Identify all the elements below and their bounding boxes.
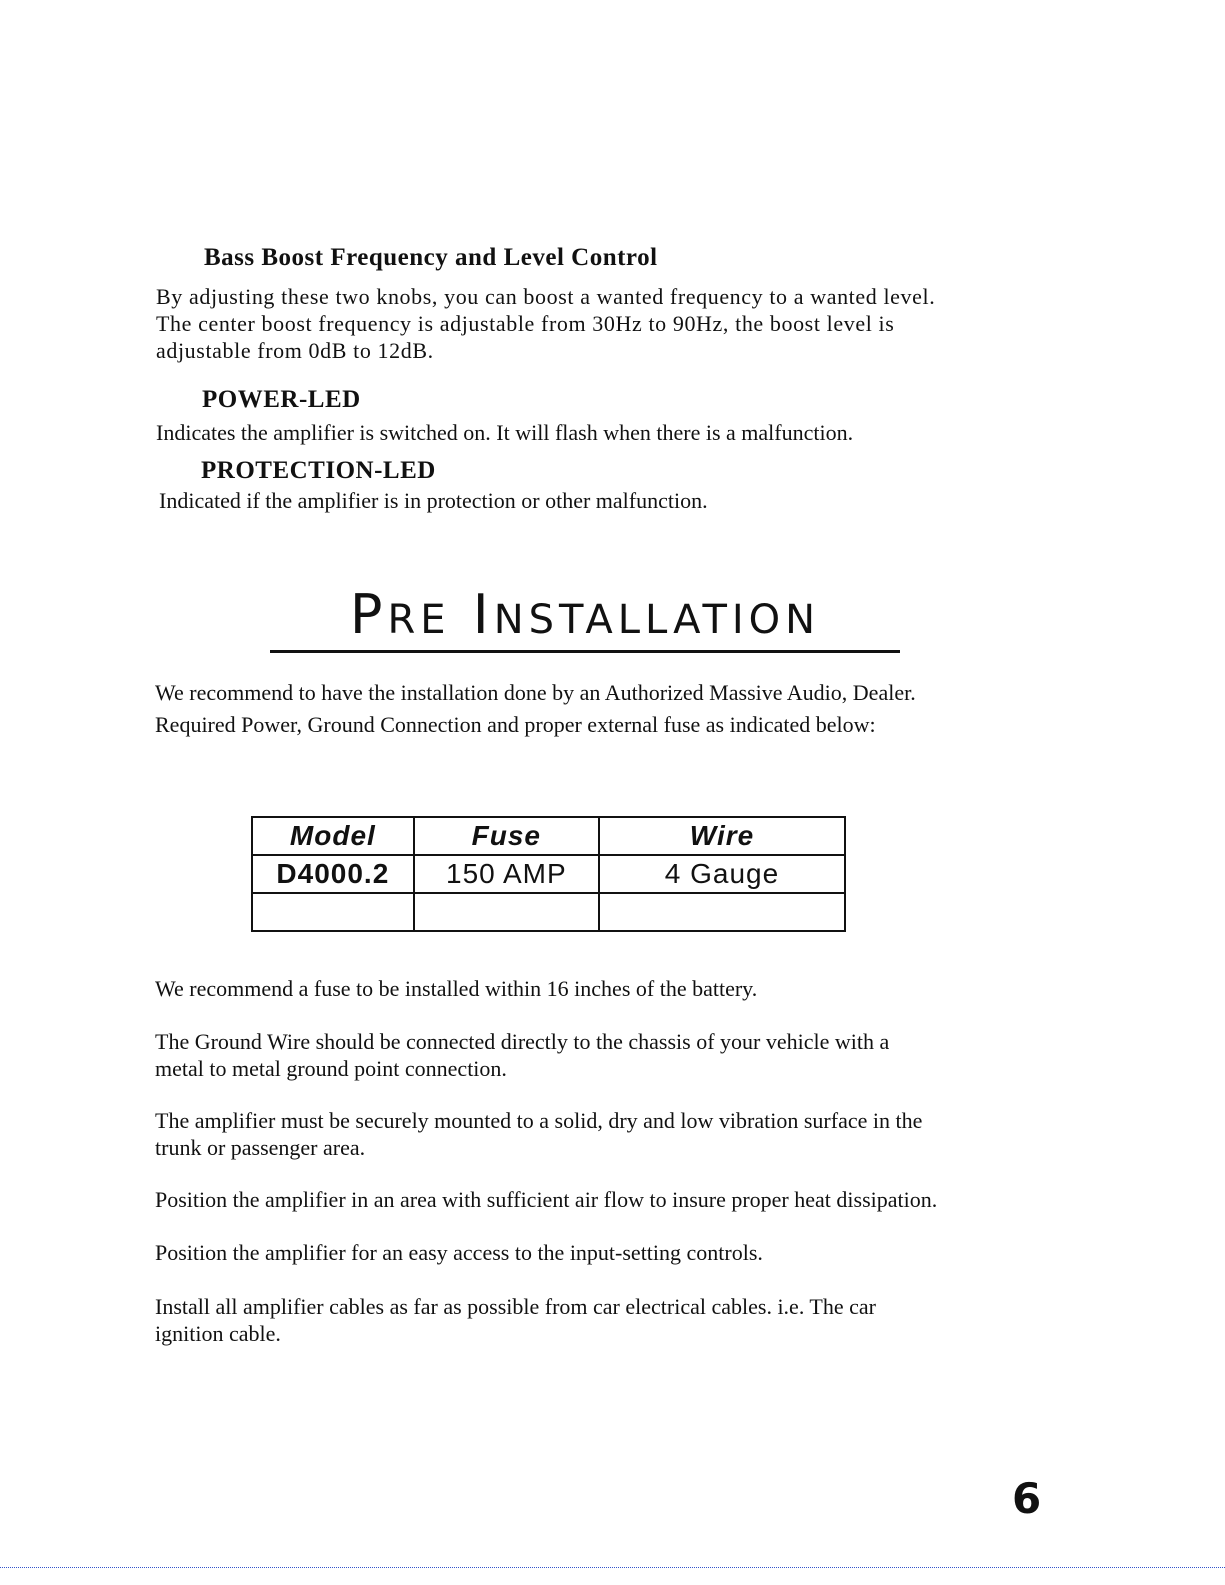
title-rest: RE: [387, 597, 451, 643]
table-header-row: [252, 817, 845, 855]
text-line: We recommend to have the installation done by an Authorized Massive Audio, Dealer.: [155, 680, 916, 705]
text-line: ignition cable.: [155, 1321, 281, 1346]
text-line: metal to metal ground point connection.: [155, 1056, 507, 1081]
fuse-cell: [414, 893, 599, 931]
column-header-wire: Wire: [599, 817, 845, 855]
column-header-model: Model: [252, 817, 414, 855]
page-number: 6: [1012, 1474, 1042, 1523]
title-initial: I: [472, 583, 494, 646]
recommendation-item: [155, 1028, 889, 1082]
intro-text: [155, 677, 916, 741]
recommendation-item: [155, 975, 757, 1002]
text-line: adjustable from 0dB to 12dB.: [156, 338, 434, 363]
column-header-fuse: Fuse: [414, 817, 599, 855]
model-cell: [252, 893, 414, 931]
text-line: Position the amplifier in an area with sufficient air flow to insure proper heat dissipation.: [155, 1187, 938, 1212]
model-cell: D4000.2: [252, 855, 414, 893]
title-initial: P: [349, 583, 388, 646]
power-led-text: Indicates the amplifier is switched on. It will flash when there is a malfunction.: [156, 420, 854, 445]
text-line: trunk or passenger area.: [155, 1135, 366, 1160]
fuse-cell: 150 AMP: [414, 855, 599, 893]
protection-led-heading: PROTECTION-LED: [201, 457, 436, 484]
text-line: Required Power, Ground Connection and proper external fuse as indicated below:: [155, 712, 876, 737]
fuse-wire-table: [251, 816, 846, 932]
protection-led-text: Indicated if the amplifier is in protection or other malfunction.: [159, 488, 708, 513]
bass-boost-description: [156, 283, 935, 364]
bass-boost-heading: Bass Boost Frequency and Level Control: [204, 244, 658, 271]
text-line: The center boost frequency is adjustable from 30Hz to 90Hz, the boost level is: [156, 311, 895, 336]
text-line: The Ground Wire should be connected directly to the chassis of your vehicle with a: [155, 1029, 890, 1054]
recommendation-item: [155, 1239, 763, 1266]
wire-cell: 4 Gauge: [599, 855, 845, 893]
text-line: By adjusting these two knobs, you can boost a wanted frequency to a wanted level.: [156, 284, 936, 309]
text-line: We recommend a fuse to be installed within 16 inches of the battery.: [155, 976, 758, 1001]
text-line: Position the amplifier for an easy access to the input-setting controls.: [155, 1240, 763, 1265]
recommendation-item: [155, 1293, 876, 1347]
text-line: Install all amplifier cables as far as possible from car electrical cables. i.e. The car: [155, 1294, 876, 1319]
text-line: The amplifier must be securely mounted to a solid, dry and low vibration surface in the: [155, 1108, 923, 1133]
recommendation-item: [155, 1107, 922, 1161]
table-row: [252, 893, 845, 931]
table-row: [252, 855, 845, 893]
power-led-heading: POWER-LED: [202, 386, 361, 413]
recommendation-item: [155, 1186, 937, 1213]
title-rest: NSTALLATION: [493, 597, 821, 643]
wire-cell: [599, 893, 845, 931]
footer-divider: [0, 1567, 1225, 1568]
page-title: [270, 585, 900, 653]
